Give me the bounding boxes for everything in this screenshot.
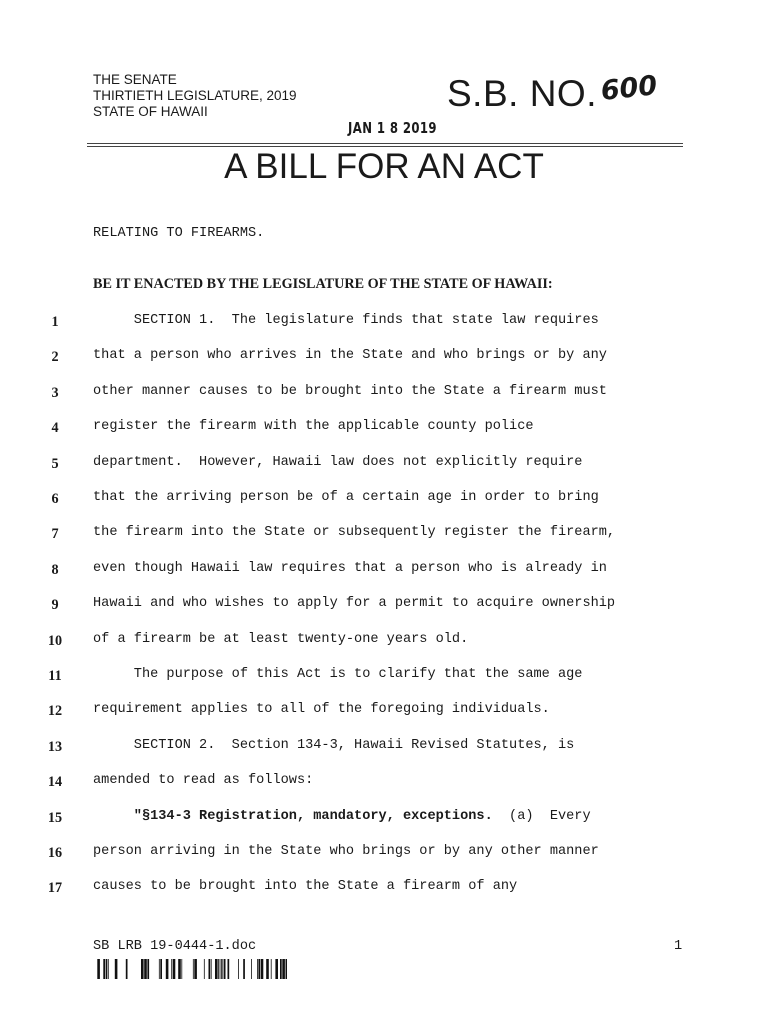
section-heading: "§134-3 Registration, mandatory, exceptions.: [93, 809, 493, 824]
barcode-bar: [280, 959, 282, 979]
barcode-bar: [220, 959, 221, 979]
barcode-bar: [178, 959, 181, 979]
line-number: 3: [51, 385, 59, 401]
line-number: 14: [47, 774, 63, 790]
barcode-bar: [271, 959, 272, 979]
barcode-bar: [108, 959, 109, 979]
line-text: causes to be brought into the State a firearm of any: [93, 879, 518, 894]
barcode-bar: [103, 959, 105, 979]
line-text: the firearm into the State or subsequently register the firearm,: [93, 525, 616, 540]
line-text: requirement applies to all of the foregoing individuals.: [93, 702, 550, 717]
barcode-bar: [97, 959, 100, 979]
line-number: 7: [51, 526, 59, 542]
bill-line: [93, 844, 599, 859]
header-rule-top: [87, 143, 683, 144]
barcode-bar: [115, 959, 118, 979]
barcode-bar: [147, 959, 149, 979]
line-number: 8: [51, 562, 59, 578]
barcode-bar: [166, 959, 169, 979]
line-text: that the arriving person be of a certain age in order to bring: [93, 490, 599, 505]
line-number: 12: [47, 703, 63, 719]
barcode-bar: [160, 959, 162, 979]
barcode-bar: [286, 959, 288, 979]
line-text: person arriving in the State who brings or by any other manner: [93, 844, 599, 859]
state-label: STATE OF HAWAII: [93, 104, 208, 119]
line-text: amended to read as follows:: [93, 773, 314, 788]
handwritten-bill-number: 600: [599, 70, 659, 107]
line-text: SECTION 2. Section 134-3, Hawaii Revised Statutes, is: [93, 738, 575, 753]
barcode-bar: [222, 959, 223, 979]
bill-line: [93, 773, 313, 788]
barcode-bar: [193, 959, 194, 979]
senate-header: [93, 72, 297, 120]
bill-line: [93, 419, 534, 434]
barcode-bar: [204, 959, 205, 979]
bill-line: [93, 632, 468, 647]
line-number: 15: [47, 810, 63, 826]
line-text: of a firearm be at least twenty-one years old.: [93, 632, 469, 647]
line-number: 17: [47, 880, 63, 896]
barcode-bar: [106, 959, 108, 979]
bill-line: [93, 809, 591, 824]
line-text: register the firearm with the applicable county police: [93, 419, 534, 434]
bill-line: [93, 348, 607, 363]
line-text: department. However, Hawaii law does not explicitly require: [93, 455, 583, 470]
barcode-bar: [221, 959, 222, 979]
line-number: 13: [47, 739, 63, 755]
date-stamp: JAN 1 8 2019: [348, 119, 437, 137]
barcode-bar: [258, 959, 260, 979]
barcode-bar: [266, 959, 269, 979]
line-number: 11: [48, 668, 62, 684]
line-number: 5: [51, 456, 59, 472]
barcode-bar: [181, 959, 182, 979]
line-number: 1: [51, 314, 59, 330]
line-text: (a) Every: [492, 809, 591, 824]
barcode-bar: [251, 959, 252, 979]
barcode-bar: [261, 959, 264, 979]
barcode-bar: [144, 959, 147, 979]
barcode-bar: [243, 959, 245, 979]
barcode-bar: [218, 959, 219, 979]
barcode-bar: [194, 959, 197, 979]
bill-line: [93, 738, 574, 753]
barcode-bar: [228, 959, 230, 979]
line-number: 2: [51, 349, 59, 365]
line-text: Hawaii and who wishes to apply for a permit to acquire ownership: [93, 596, 616, 611]
barcode-bar: [209, 959, 211, 979]
barcode-bar: [257, 959, 258, 979]
barcode: [95, 959, 287, 979]
barcode-bar: [282, 959, 285, 979]
enacting-clause: BE IT ENACTED BY THE LEGISLATURE OF THE STATE OF HAWAII:: [93, 276, 553, 292]
barcode-bar: [211, 959, 212, 979]
line-text: other manner causes to be brought into the State a firearm must: [93, 384, 607, 399]
document-id: SB LRB 19-0444-1.doc: [93, 939, 257, 954]
barcode-bar: [159, 959, 160, 979]
chamber-label: THE SENATE: [93, 72, 177, 87]
bill-line: [93, 384, 607, 399]
line-number: 4: [51, 420, 59, 436]
bill-line: [93, 313, 599, 328]
line-text: The purpose of this Act is to clarify that the same age: [93, 667, 583, 682]
barcode-bar: [141, 959, 144, 979]
bill-line: [93, 561, 607, 576]
bill-line: [93, 490, 599, 505]
bill-line: [93, 702, 550, 717]
barcode-bar: [171, 959, 172, 979]
legislature-label: THIRTIETH LEGISLATURE, 2019: [93, 88, 297, 103]
bill-line: [93, 596, 615, 611]
line-number: 16: [47, 845, 63, 861]
bill-title: A BILL FOR AN ACT: [224, 147, 544, 186]
line-text: even though Hawaii law requires that a person who is already in: [93, 561, 607, 576]
page-number: 1: [674, 939, 683, 954]
barcode-bar: [126, 959, 128, 979]
barcode-bar: [238, 959, 239, 979]
barcode-bar: [275, 959, 278, 979]
line-text: SECTION 1. The legislature finds that state law requires: [93, 313, 599, 328]
line-number: 10: [47, 633, 63, 649]
bill-subject: RELATING TO FIREARMS.: [93, 226, 265, 241]
line-text: that a person who arrives in the State and who brings or by any: [93, 348, 607, 363]
bill-line: [93, 525, 615, 540]
bill-line: [93, 667, 582, 682]
bill-line: [93, 455, 582, 470]
bill-prefix: S.B. NO.: [447, 73, 597, 114]
barcode-bar: [173, 959, 176, 979]
bill-line: [93, 879, 517, 894]
line-number: 9: [51, 597, 59, 613]
barcode-bar: [224, 959, 226, 979]
line-number: 6: [51, 491, 59, 507]
barcode-bar: [215, 959, 218, 979]
